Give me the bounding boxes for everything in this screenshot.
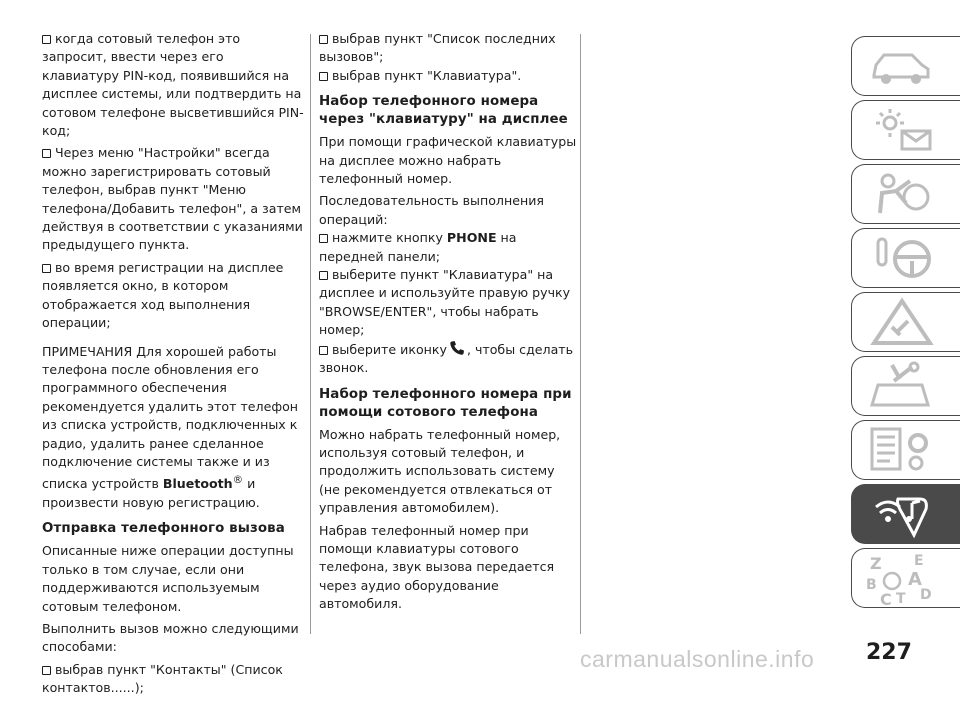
multimedia-icon [866,489,938,539]
paragraph: Можно набрать телефонный номер, используя сотовый телефон, и продолжить использовать систему (не рекомендуется отвлекаться от управления автомобилем). [319,426,561,516]
section-heading-dial: Набор телефонного номера через "клавиатуру" на дисплее [319,94,568,128]
index-letter: A [908,569,922,590]
index-letter: E [914,553,924,569]
bullet-item: выбрав пункт "Клавиатура". [319,67,577,85]
section-heading-call: Отправка телефонного вызова [42,521,285,537]
paragraph: Набрав телефонный номер при помощи клавиатуры сотового телефона, звук вызова передается через аудио оборудование автомобиля. [319,522,555,612]
index-letter: C [880,590,892,607]
tab-multimedia[interactable] [851,484,960,544]
text-column-left [42,30,304,702]
paragraph: Последовательность выполнения операций: [319,193,544,227]
tab-car[interactable] [851,36,960,96]
checkbox-bullet-icon [319,35,328,44]
tab-steering[interactable] [851,228,960,288]
bullet-item: Через меню "Настройки" всегда можно зарегистрировать сотовый телефон, выбрав пункт "Меню телефона/Добавить телефон", а затем действуя в соответствии с указаниями предыдущего пункта. [42,145,303,253]
bullet-item: выбрав пункт "Список последних вызовов"; [319,31,556,65]
paragraph: Выполнить вызов можно следующими способами: [42,620,299,655]
paragraph: Описанные ниже операции доступны только в том случае, если они поддерживаются используемым сотовым телефоном. [42,543,294,614]
text-column-right [319,30,577,618]
column-divider [580,34,581,634]
checkbox-bullet-icon [319,234,328,243]
phone-icon [449,340,465,356]
tab-warning-lights[interactable] [851,100,960,160]
tab-index[interactable] [851,548,960,608]
settings-list-icon [866,425,938,475]
index-letter: T [896,591,906,607]
bullet-item: нажмите кнопку PHONE на передней панели; [319,230,517,264]
steering-wheel-icon [866,233,938,283]
warning-triangle-icon [866,297,938,347]
paragraph: При помощи графической клавиатуры на дисплее можно набрать телефонный номер. [319,134,577,187]
checkbox-bullet-icon [42,149,51,158]
bullet-item: выбрав пункт "Контакты" (Список контактов......); [42,661,283,696]
tab-service[interactable] [851,356,960,416]
bullet-item: выберите иконку , чтобы сделать звонок. [319,341,574,376]
page-number: 227 [866,640,912,665]
watermark: carmanualsonline.info [580,646,815,672]
checkbox-bullet-icon [319,72,328,81]
checkbox-bullet-icon [42,35,51,44]
warning-lights-icon [866,105,938,155]
alphabet-index-icon [866,553,938,607]
bullet-item: во время регистрации на дисплее появляется окно, в котором отображается ход выполнения операции; [42,259,284,331]
checkbox-bullet-icon [319,271,328,280]
service-wrench-icon [866,361,938,411]
column-divider [310,34,311,634]
checkbox-bullet-icon [42,264,51,273]
section-heading-mobile: Набор телефонного номера при помощи сотового телефона [319,386,572,420]
bullet-item: выберите пункт "Клавиатура" на дисплее и используйте правую ручку "BROWSE/ENTER", чтобы набрать номер; [319,267,571,338]
index-letter: Z [870,554,882,573]
car-icon [866,41,938,91]
tab-specs[interactable] [851,420,960,480]
index-letter: B [866,577,877,593]
checkbox-bullet-icon [319,346,328,355]
airbag-icon [866,169,938,219]
bullet-item: когда сотовый телефон это запросит, ввести через его клавиатуру PIN-код, появившийся на дисплее системы, или подтвердить на сотовом телефоне высветившийся PIN-код; [42,31,304,139]
tab-emergency[interactable] [851,292,960,352]
index-letter: D [920,587,932,603]
tab-airbag[interactable] [851,164,960,224]
checkbox-bullet-icon [42,666,51,675]
note-paragraph: ПРИМЕЧАНИЯ Для хорошей работы телефона после обновления его программного обеспечения рекомендуется удалить этот телефон из списка устройств, подключенных к радио, удалить ранее сделанное подключение системы также и из списка устройств Bluetooth® и произвести новую регистрацию. [42,343,299,510]
